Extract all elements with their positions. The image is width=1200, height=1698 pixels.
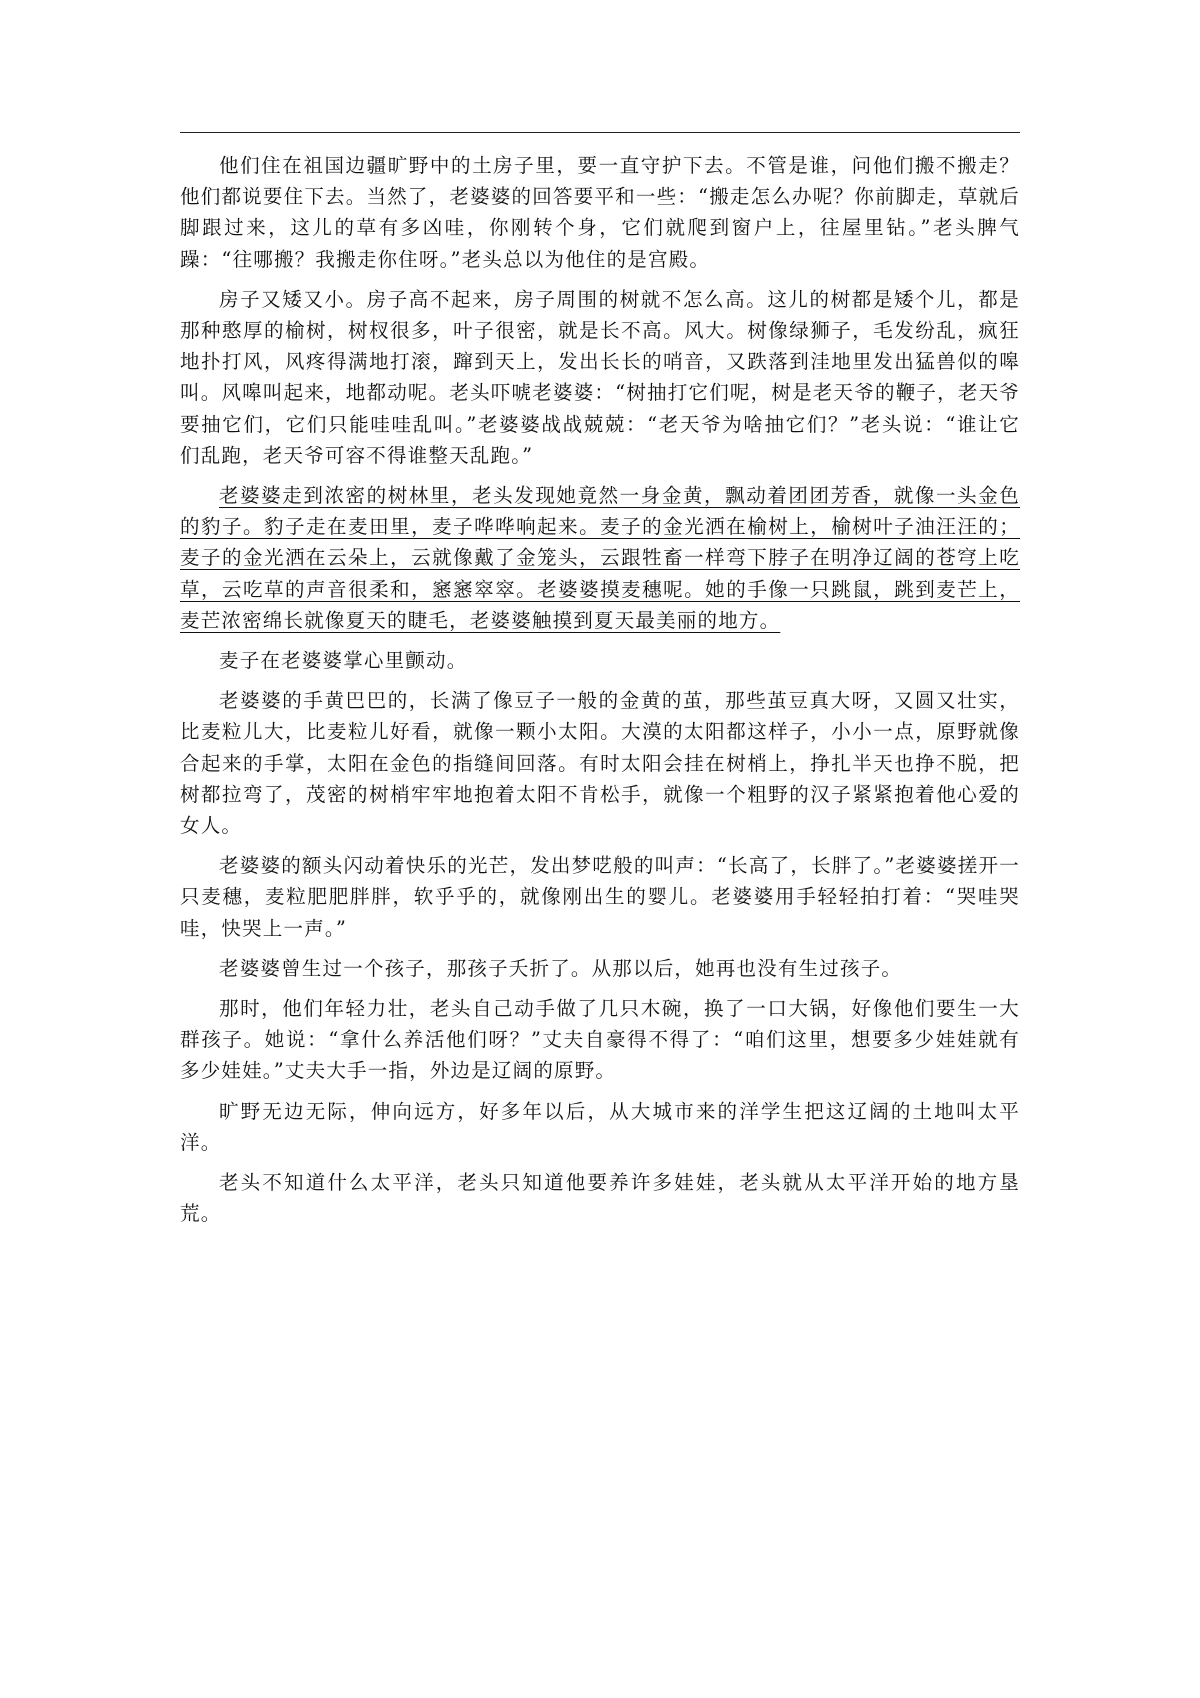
paragraph-7: 老婆婆曾生过一个孩子，那孩子夭折了。从那以后，她再也没有生过孩子。 (219, 956, 903, 980)
paragraph-9: 旷野无边无际，伸向远方，好多年以后，从大城市来的洋学生把这辽阔的土地叫太平洋。 (180, 1099, 1020, 1154)
paragraph-2: 房子又矮又小。房子高不起来，房子周围的树就不怎么高。这儿的树都是矮个儿，都是那种憨厚的榆树，树杈很多，叶子很密，就是长不高。风大。树像绿狮子，毛发纷乱，疯狂地扑打风，风疼得满地打滚，蹿到天上，发出长长的哨音，又跌落到洼地里发出猛兽似的嗥叫。风嗥叫起来，地都动呢。老头吓唬老婆婆：“树抽打它们呢，树是老天爷的鞭子，老天爷要抽它们，它们只能哇哇乱叫。”老婆婆战战兢兢：“老天爷为啥抽它们？”老头说：“谁让它们乱跑，老天爷可容不得谁整天乱跑。” (180, 287, 1020, 467)
paragraph-8: 那时，他们年轻力壮，老头自己动手做了几只木碗，换了一口大锅，好像他们要生一大群孩子。她说：“拿什么养活他们呀？”丈夫自豪得不得了：“咱们这里，想要多少娃娃就有多少娃娃。”丈夫大手一指，外边是辽阔的原野。 (180, 997, 1020, 1083)
paragraph-10: 老头不知道什么太平洋，老头只知道他要养许多娃娃，老头就从太平洋开始的地方垦荒。 (180, 1171, 1020, 1226)
paragraph-3: 老婆婆走到浓密的树林里，老头发现她竟然一身金黄，飘动着团团芳香，就像一头金色的豹子。豹子走在麦田里，麦子哗哗响起来。麦子的金光洒在榆树上，榆树叶子油汪汪的；麦子的金光洒在云朵上，云就像戴了金笼头，云跟牲畜一样弯下脖子在明净辽阔的苍穹上吃草，云吃草的声音很柔和，窸窸窣窣。老婆婆摸麦穗呢。她的手像一只跳鼠，跳到麦芒上，麦芒浓密绵长就像夏天的睫毛，老婆婆触摸到夏天最美丽的地方。 (180, 484, 1020, 632)
body-text (180, 150, 1020, 1239)
paragraph-6: 老婆婆的额头闪动着快乐的光芒，发出梦呓般的叫声：“长高了，长胖了。”老婆婆搓开一只麦穗，麦粒肥肥胖胖，软乎乎的，就像刚出生的婴儿。老婆婆用手轻轻拍打着：“哭哇哭哇，快哭上一声。” (180, 854, 1020, 940)
paragraph-1: 他们住在祖国边疆旷野中的土房子里，要一直守护下去。不管是谁，问他们搬不搬走？他们都说要住下去。当然了，老婆婆的回答要平和一些：“搬走怎么办呢？你前脚走，草就后脚跟过来，这儿的草有多凶哇，你刚转个身，它们就爬到窗户上，往屋里钻。”老头脾气躁：“往哪搬？我搬走你住呀。”老头总以为他住的是宫殿。 (180, 154, 1020, 271)
paragraph-4: 麦子在老婆婆掌心里颤动。 (219, 649, 468, 673)
header-rule (180, 132, 1020, 133)
paragraph-5: 老婆婆的手黄巴巴的，长满了像豆子一般的金黄的茧，那些茧豆真大呀，又圆又壮实，比麦粒儿大，比麦粒儿好看，就像一颗小太阳。大漠的太阳都这样子，小小一点，原野就像合起来的手掌，太阳在金色的指缝间回落。有时太阳会挂在树梢上，挣扎半天也挣不脱，把树都拉弯了，茂密的树梢牢牢地抱着太阳不肯松手，就像一个粗野的汉子紧紧抱着他心爱的女人。 (180, 689, 1020, 838)
